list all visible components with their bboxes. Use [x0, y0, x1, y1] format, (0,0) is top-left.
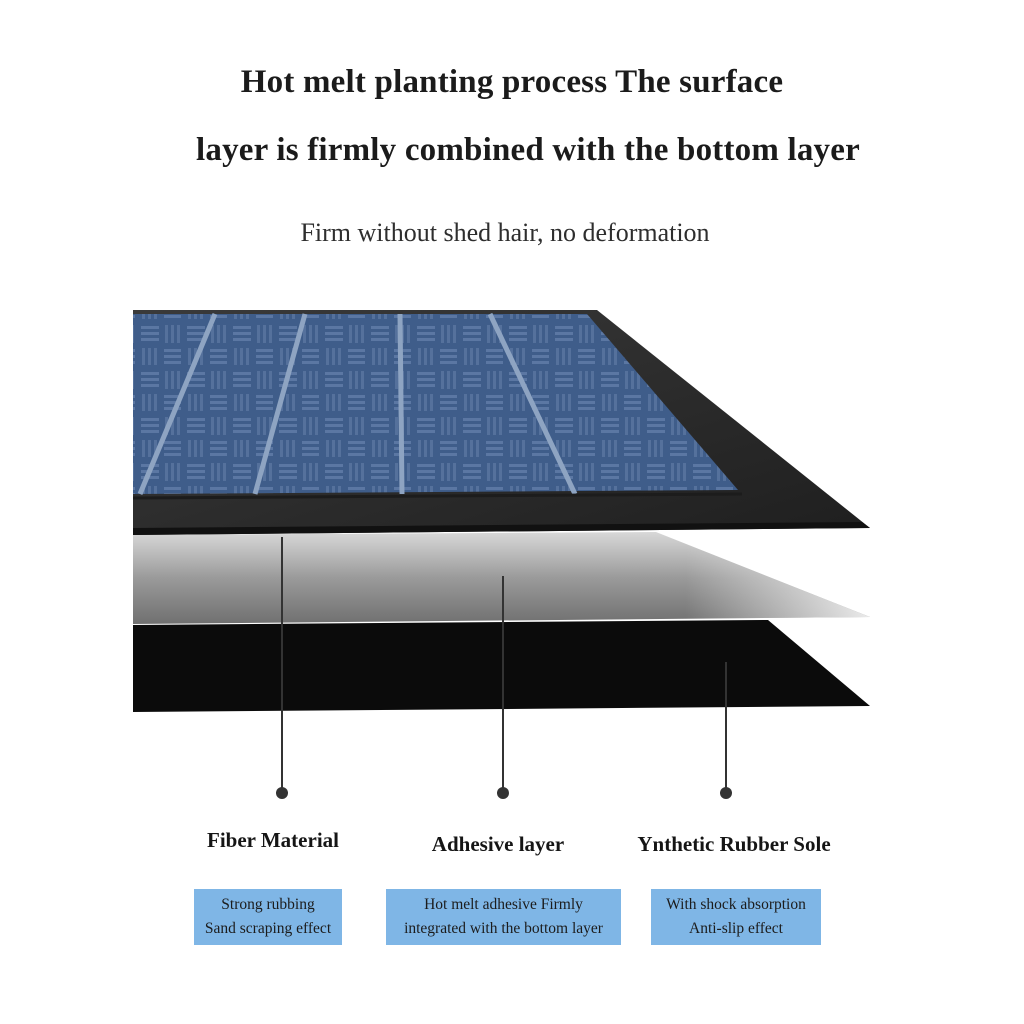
adhesive-desc-line-2: integrated with the bottom layer	[404, 920, 603, 937]
fiber-desc-line-1: Strong rubbing	[221, 896, 315, 913]
subheadline: Firm without shed hair, no deformation	[300, 218, 710, 247]
adhesive-desc-box	[386, 889, 621, 945]
pointer-dots	[276, 787, 732, 799]
layer-title-rubber-sole: Ynthetic Rubber Sole	[637, 832, 831, 856]
mat-layers-illustration	[0, 290, 1024, 820]
layer-title-fiber-material: Fiber Material	[207, 828, 339, 852]
sole-desc-line-1: With shock absorption	[666, 896, 806, 913]
headline-line-1: Hot melt planting process The surface	[240, 64, 784, 100]
fiber-surface	[133, 314, 738, 494]
fiber-material-desc-box	[194, 889, 342, 945]
layer-title-adhesive: Adhesive layer	[431, 832, 565, 856]
rubber-sole-desc-box	[651, 889, 821, 945]
adhesive-desc-line-1: Hot melt adhesive Firmly	[424, 896, 583, 913]
headline-line-2: layer is firmly combined with the bottom layer	[196, 132, 860, 168]
rubber-sole-layer	[133, 620, 870, 712]
sole-desc-line-2: Anti-slip effect	[689, 920, 783, 937]
fiber-desc-line-2: Sand scraping effect	[204, 920, 332, 937]
